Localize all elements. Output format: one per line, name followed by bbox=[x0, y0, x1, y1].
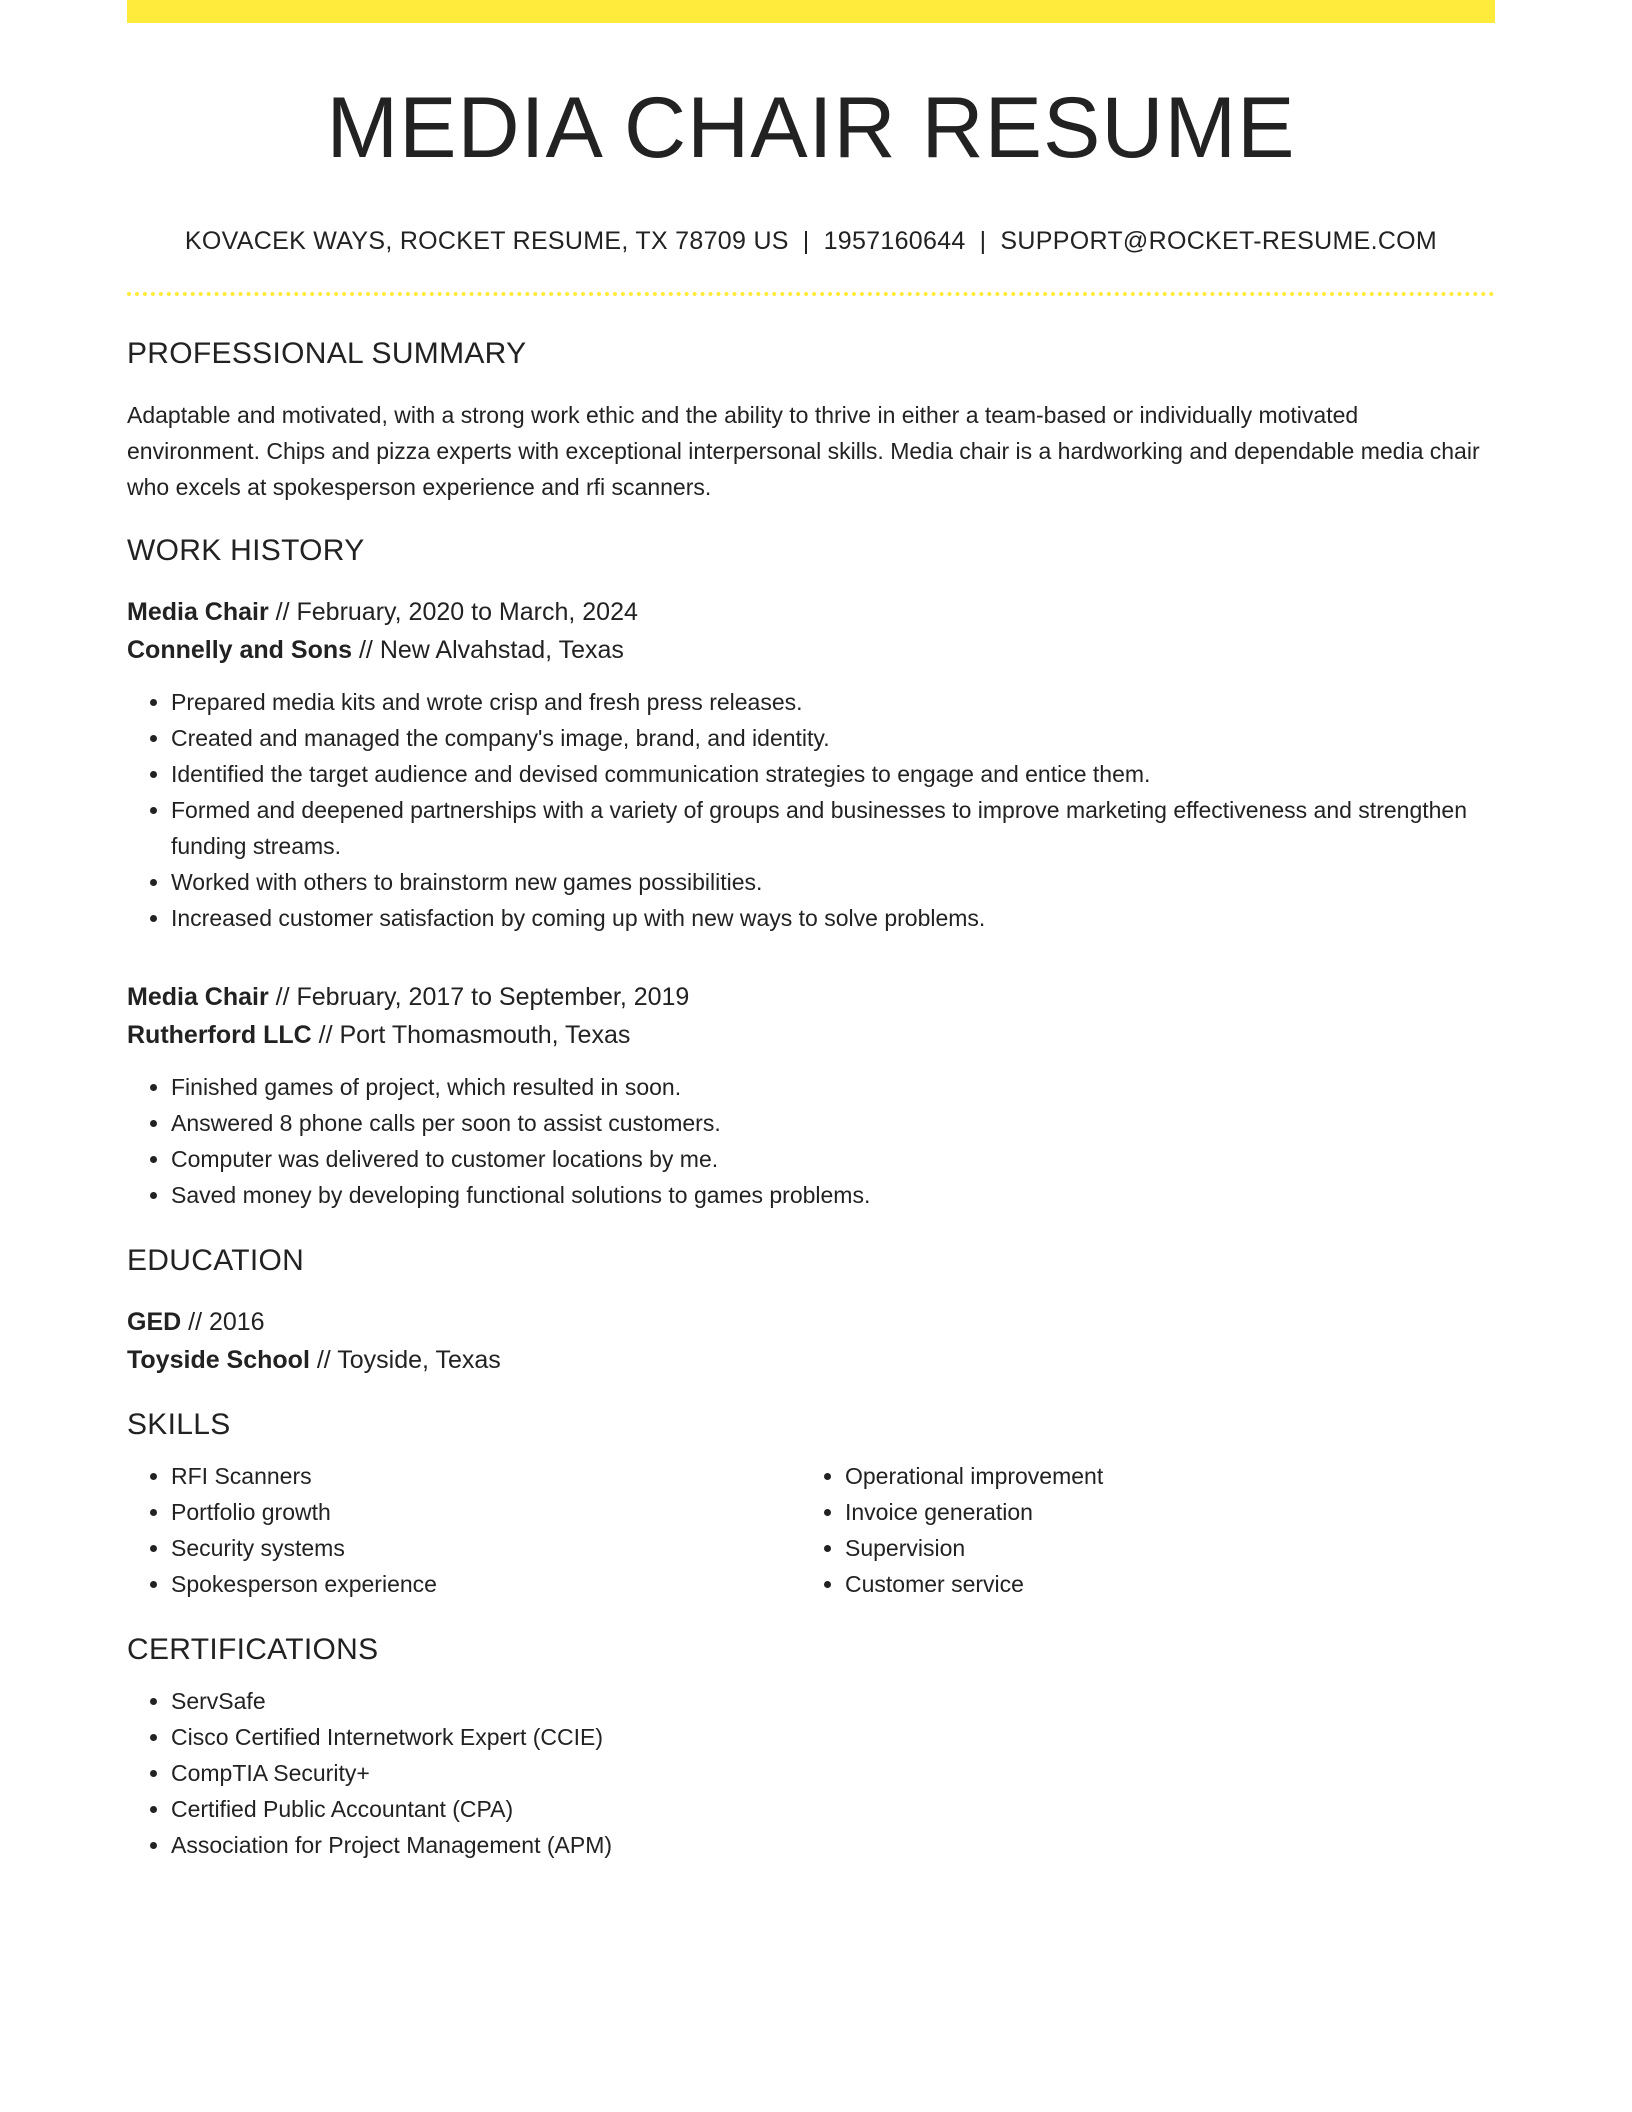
resume-page bbox=[127, 0, 1495, 1863]
section-title-work-history: WORK HISTORY bbox=[127, 533, 365, 567]
job-company: Connelly and Sons bbox=[127, 635, 353, 664]
skill-item: • Supervision bbox=[845, 1530, 1475, 1566]
job-entry bbox=[127, 978, 1495, 1213]
education-school: Toyside School bbox=[127, 1345, 310, 1374]
job-bullet: • Created and managed the company's image, brand, and identity. bbox=[171, 720, 1495, 756]
certification-item: • ServSafe bbox=[171, 1683, 1495, 1719]
job-company-line bbox=[127, 1016, 1495, 1054]
education-degree: GED bbox=[127, 1307, 182, 1336]
certification-item: • CompTIA Security+ bbox=[171, 1755, 1495, 1791]
job-role: Media Chair bbox=[127, 597, 269, 626]
skills-list-right bbox=[801, 1458, 1475, 1602]
education-year: // 2016 bbox=[181, 1307, 265, 1336]
job-bullets bbox=[127, 684, 1495, 936]
education-degree-line bbox=[127, 1303, 1495, 1341]
job-bullet: • Increased customer satisfaction by coming up with new ways to solve problems. bbox=[171, 900, 1495, 936]
job-location: // New Alvahstad, Texas bbox=[352, 635, 624, 664]
job-entry bbox=[127, 593, 1495, 936]
job-bullet: • Saved money by developing functional solutions to games problems. bbox=[171, 1177, 1495, 1213]
certifications-list bbox=[127, 1683, 1495, 1863]
certification-item: • Certified Public Accountant (CPA) bbox=[171, 1791, 1495, 1827]
skill-item: • Customer service bbox=[845, 1566, 1475, 1602]
section-title-summary: PROFESSIONAL SUMMARY bbox=[127, 336, 527, 370]
certification-item: • Cisco Certified Internetwork Expert (CCIE) bbox=[171, 1719, 1495, 1755]
education-entry bbox=[127, 1303, 1495, 1379]
contact-email: SUPPORT@ROCKET-RESUME.COM bbox=[1000, 226, 1438, 255]
header-divider bbox=[127, 292, 1495, 296]
education-location: // Toyside, Texas bbox=[309, 1345, 501, 1374]
job-bullet: • Worked with others to brainstorm new games possibilities. bbox=[171, 864, 1495, 900]
skills-list-left bbox=[127, 1458, 801, 1602]
job-role: Media Chair bbox=[127, 982, 269, 1011]
top-accent-bar bbox=[127, 0, 1495, 23]
certification-item: • Association for Project Management (APM) bbox=[171, 1827, 1495, 1863]
skill-item: • Security systems bbox=[171, 1530, 801, 1566]
job-bullet: • Computer was delivered to customer locations by me. bbox=[171, 1141, 1495, 1177]
section-title-skills: SKILLS bbox=[127, 1407, 231, 1441]
skill-item: • Operational improvement bbox=[845, 1458, 1475, 1494]
contact-line bbox=[127, 226, 1495, 256]
job-bullet: • Answered 8 phone calls per soon to assist customers. bbox=[171, 1105, 1495, 1141]
job-company: Rutherford LLC bbox=[127, 1020, 312, 1049]
contact-address: KOVACEK WAYS, ROCKET RESUME, TX 78709 US bbox=[184, 226, 789, 255]
job-role-line bbox=[127, 593, 1495, 631]
skill-item: • Spokesperson experience bbox=[171, 1566, 801, 1602]
job-bullet: • Prepared media kits and wrote crisp and fresh press releases. bbox=[171, 684, 1495, 720]
job-bullet: • Formed and deepened partnerships with a variety of groups and businesses to improve marketing effectiveness and strengthen funding streams. bbox=[171, 792, 1495, 864]
job-bullet: • Finished games of project, which resulted in soon. bbox=[171, 1069, 1495, 1105]
job-bullet: • Identified the target audience and devised communication strategies to engage and entice them. bbox=[171, 756, 1495, 792]
skills-grid bbox=[127, 1458, 1495, 1602]
contact-phone: 1957160644 bbox=[823, 226, 966, 255]
skill-item: • Invoice generation bbox=[845, 1494, 1475, 1530]
job-dates: // February, 2020 to March, 2024 bbox=[268, 597, 638, 626]
job-dates: // February, 2017 to September, 2019 bbox=[268, 982, 690, 1011]
education-school-line bbox=[127, 1341, 1495, 1379]
skill-item: • Portfolio growth bbox=[171, 1494, 801, 1530]
contact-separator: | bbox=[979, 226, 987, 255]
section-title-certifications: CERTIFICATIONS bbox=[127, 1632, 379, 1666]
job-company-line bbox=[127, 631, 1495, 669]
contact-separator: | bbox=[802, 226, 810, 255]
job-location: // Port Thomasmouth, Texas bbox=[311, 1020, 631, 1049]
summary-text: Adaptable and motivated, with a strong work ethic and the ability to thrive in either a team-based or individually motivated environment. Chips and pizza experts with exceptional interpersonal skills. Media chair is a hardworking and dependable media chair who excels at spokesperson experience and rfi scanners. bbox=[127, 401, 1480, 500]
job-role-line bbox=[127, 978, 1495, 1016]
job-bullets bbox=[127, 1069, 1495, 1213]
skill-item: • RFI Scanners bbox=[171, 1458, 801, 1494]
section-title-education: EDUCATION bbox=[127, 1243, 305, 1277]
resume-title: MEDIA CHAIR RESUME bbox=[326, 80, 1296, 176]
